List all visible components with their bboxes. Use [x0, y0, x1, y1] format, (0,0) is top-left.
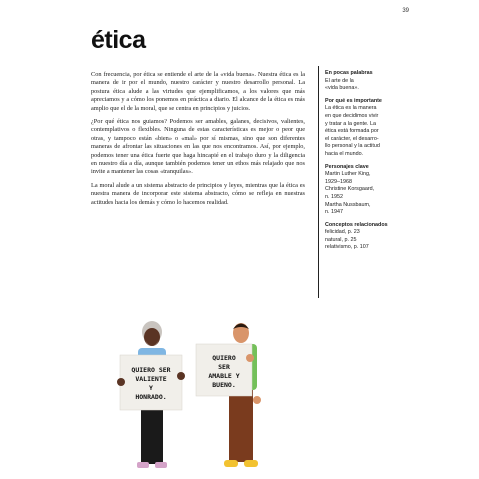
paragraph: Con frecuencia, por ética se entiende el arte de la «vida buena». Nuestra ética es la manera de ir por el mundo, nuestro carácter y nuestro desarrollo personal. La postura ética alude a las virtudes que ejemplificamos, a los valores que más apreciamos y a cómo los ponemos en práctica a diario. El alcance de la ética es más amplio que el de la moral, que se centra en principios y juicios. — [91, 71, 305, 112]
sidebar-divider — [318, 66, 319, 298]
left-sign-line: QUIERO SER — [131, 366, 171, 374]
sidebar-line: en que decidimos vivir — [325, 112, 379, 119]
paragraph: La moral alude a un sistema abstracto de principios y leyes, mientras que la ética es nuestra manera de incorporar este sistema abstracto, cómo se refleja en nuestras actitudes hacia los demás y cómo lo hacemos realidad. — [91, 181, 305, 206]
sidebar — [325, 70, 403, 257]
sidebar-line: Christine Korsgaard, — [325, 186, 375, 193]
right-figure-pants — [229, 390, 253, 462]
right-figure-shoe — [244, 460, 258, 467]
left-figure-hand — [117, 378, 125, 386]
sidebar-line: n. 1952 — [325, 193, 343, 200]
sidebar-section-in-short — [325, 70, 403, 93]
sidebar-line: y tratar a la gente. La — [325, 120, 376, 127]
sidebar-line: n. 1947 — [325, 209, 343, 216]
left-figure-shoe — [155, 462, 167, 468]
sidebar-section-why-important — [325, 98, 403, 159]
right-figure-hand — [253, 396, 261, 404]
sidebar-heading: Por qué es importante — [325, 97, 382, 104]
right-sign-line: QUIERO — [212, 354, 236, 362]
sidebar-line: «vida buena». — [325, 85, 359, 92]
sidebar-line: llo personal y la actitud — [325, 143, 380, 150]
sidebar-heading: En pocas palabras — [325, 70, 373, 76]
sidebar-section-related — [325, 222, 403, 252]
right-figure-shoe — [224, 460, 238, 467]
left-sign-line: Y — [149, 384, 153, 392]
illustration — [110, 310, 280, 475]
left-figure-head — [144, 328, 160, 346]
left-figure-hand — [177, 372, 185, 380]
paragraph: ¿Por qué ética nos guiamos? Podemos ser amables, galanes, decisivos, valientes, contemplativos o flexibles. Ninguna de estas características es mejor o peor que otras, y tampoco están «bien» o «mal» por sí mismas, sino que son diferentes maneras de afrontar las situaciones en las que nos encontramos. Así, por ejemplo, podemos tener una ética fuerte que haga hincapié en el trabajo duro y la diligencia en nuestro día a día, aunque también podemos tener un ethos más relajado que nos invite a mantener las cosas «tranquilas». — [91, 118, 305, 176]
sidebar-line: felicidad, p. 23 — [325, 229, 360, 236]
sidebar-line: El arte de la — [325, 77, 354, 84]
left-sign-line: HONRADO. — [135, 393, 167, 401]
sidebar-line: ética está formada por — [325, 128, 379, 135]
sidebar-line: el carácter, el desarro- — [325, 135, 379, 142]
left-sign-line: VALIENTE — [135, 375, 167, 383]
right-figure-hand — [246, 354, 254, 362]
sidebar-section-key-people — [325, 164, 403, 217]
right-sign-line: BUENO. — [212, 381, 236, 389]
sidebar-line: relativismo, p. 107 — [325, 244, 369, 251]
sidebar-line: hacia el mundo. — [325, 150, 364, 157]
sidebar-line: Martin Luther King, — [325, 171, 371, 178]
sidebar-line: 1929–1968 — [325, 178, 352, 185]
page-title: ética — [91, 26, 146, 54]
left-figure-pants — [141, 406, 163, 464]
left-sign — [117, 355, 185, 410]
left-figure-shoe — [137, 462, 149, 468]
sidebar-line: natural, p. 25 — [325, 236, 357, 243]
sidebar-heading: Personajes clave — [325, 163, 369, 170]
right-sign-line: SER — [218, 363, 230, 371]
main-text — [91, 71, 305, 212]
right-sign-line: AMABLE Y — [208, 372, 240, 380]
sidebar-line: Martha Nussbaum, — [325, 201, 371, 208]
right-sign — [196, 344, 254, 396]
sidebar-line: La ética es la manera — [325, 105, 377, 112]
page-number: 39 — [402, 8, 409, 14]
sidebar-heading: Conceptos relacionados — [325, 221, 388, 228]
